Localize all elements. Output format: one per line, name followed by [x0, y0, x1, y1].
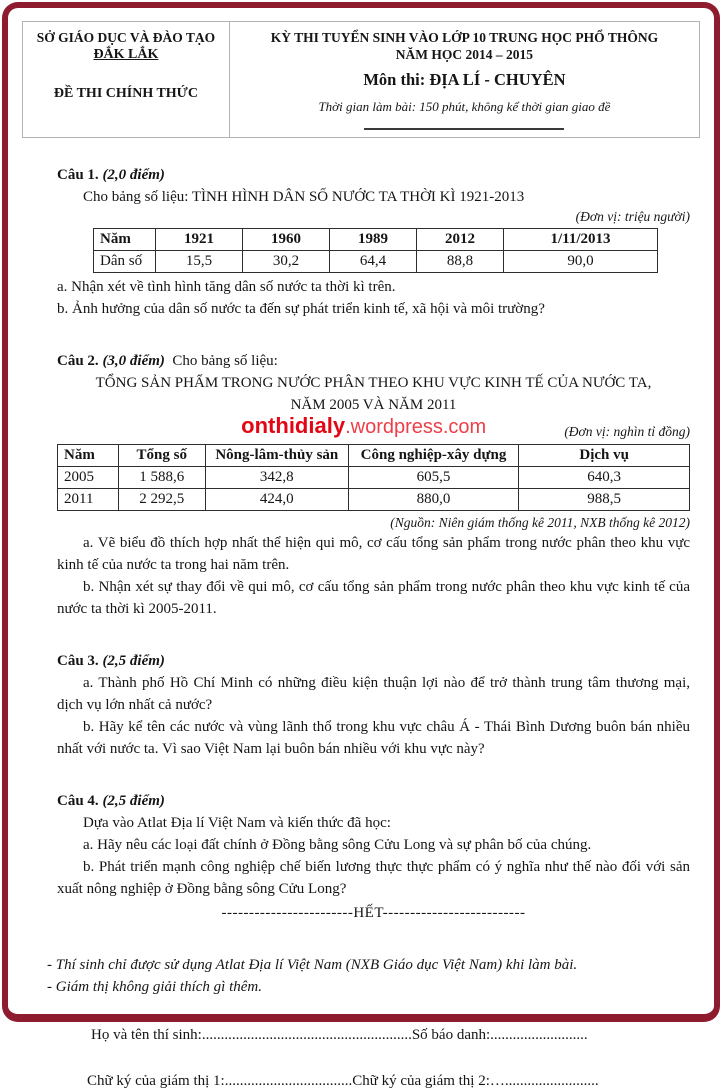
table-cell: 2011	[58, 489, 119, 511]
table-cell: 88,8	[417, 251, 504, 273]
question-2a: a. Vẽ biểu đồ thích hợp nhất thể hiện qui mô, cơ cấu tổng sản phẩm trong nước phân theo khu vực kinh tế của nước ta trong hai năm trên.	[57, 535, 690, 573]
table-header-cell: 1989	[330, 229, 417, 251]
question-3b: b. Hãy kể tên các nước và vùng lãnh thổ trong khu vực châu Á - Thái Bình Dương buôn bán nhiều nhất với nước ta. Vì sao Việt Nam lại buôn bán nhiều với khu vực này?	[57, 719, 690, 757]
table-2-title-line2: NĂM 2005 VÀ NĂM 2011	[290, 397, 457, 413]
end-of-exam-line: ------------------------HẾT--------------------------	[221, 905, 526, 921]
question-points: (2,5 điểm)	[102, 793, 165, 809]
question-2b: b. Nhận xét sự thay đổi về qui mô, cơ cấu tổng sản phẩm trong nước phân theo khu vực kinh tế của nước ta thời kì 2005-2011.	[57, 579, 690, 617]
table-header-row	[94, 229, 658, 251]
watermark-domain: .wordpress.com	[345, 416, 487, 438]
table-header-cell: 1/11/2013	[504, 229, 658, 251]
table-cell: Dân số	[94, 251, 156, 273]
question-number: Câu 3.	[57, 653, 99, 669]
table-header-cell: Công nghiệp-xây dựng	[348, 445, 519, 467]
exam-header	[22, 21, 700, 138]
candidate-name-line: Họ và tên thí sinh:........................................................Số báo danh:..........................	[91, 1027, 588, 1043]
watermark-site-name: onthidialy	[241, 413, 346, 438]
table-row	[58, 467, 690, 489]
table-cell: 90,0	[504, 251, 658, 273]
table-cell: 605,5	[348, 467, 519, 489]
table-cell: 880,0	[348, 489, 519, 511]
table-cell: 640,3	[519, 467, 690, 489]
question-2	[57, 350, 690, 620]
question-1a: a. Nhận xét về tình hình tăng dân số nước ta thời kì trên.	[57, 279, 396, 295]
table-cell: 1 588,6	[118, 467, 205, 489]
question-2-intro: Cho bảng số liệu:	[172, 353, 278, 369]
table-header-cell: Năm	[94, 229, 156, 251]
official-exam-label: ĐỀ THI CHÍNH THỨC	[53, 86, 198, 101]
question-number: Câu 2.	[57, 353, 99, 369]
watermark	[241, 415, 486, 440]
table-2-unit: (Đơn vị: nghìn tỉ đồng)	[564, 424, 690, 439]
question-2-heading	[57, 350, 690, 372]
header-left-column	[23, 22, 230, 137]
table-header-cell: 1921	[156, 229, 243, 251]
gdp-table	[57, 444, 690, 511]
proctor-signature-line: Chữ ký của giám thị 1:..................................Chữ ký của giám thị 2:….........................	[87, 1073, 599, 1089]
exam-title-line2: NĂM HỌC 2014 – 2015	[395, 47, 534, 62]
question-4	[57, 790, 690, 924]
table-header-cell: 1960	[243, 229, 330, 251]
subject-line: Môn thi: ĐỊA LÍ - CHUYÊN	[363, 70, 566, 89]
question-points: (2,5 điểm)	[102, 653, 165, 669]
exam-body	[8, 138, 714, 1092]
question-1-intro: Cho bảng số liệu: TÌNH HÌNH DÂN SỐ NƯỚC TA THỜI KÌ 1921-2013	[83, 189, 525, 205]
table-header-cell: Nông-lâm-thủy sản	[205, 445, 348, 467]
table-cell: 15,5	[156, 251, 243, 273]
table-header-cell: 2012	[417, 229, 504, 251]
question-number: Câu 1.	[57, 167, 99, 183]
question-points: (3,0 điểm)	[102, 353, 165, 369]
table-header-cell: Tổng số	[118, 445, 205, 467]
exam-notes	[47, 954, 690, 998]
question-3	[57, 650, 690, 760]
table-cell: 2005	[58, 467, 119, 489]
question-1b: b. Ảnh hưởng của dân số nước ta đến sự phát triển kinh tế, xã hội và môi trường?	[57, 301, 545, 317]
time-limit-line: Thời gian làm bài: 150 phút, không kể thời gian giao đề	[318, 99, 611, 114]
table-1-unit: (Đơn vị: triệu người)	[575, 209, 690, 224]
table-cell: 342,8	[205, 467, 348, 489]
question-1-heading	[57, 164, 690, 186]
question-4-intro: Dựa vào Atlat Địa lí Việt Nam và kiến thức đã học:	[83, 815, 391, 831]
question-4a: a. Hãy nêu các loại đất chính ở Đồng bằng sông Cửu Long và sự phân bố của chúng.	[83, 837, 592, 853]
population-table	[93, 228, 658, 273]
question-3a: a. Thành phố Hồ Chí Minh có những điều kiện thuận lợi nào để trở thành trung tâm thương mại, dịch vụ lớn nhất cả nước?	[57, 675, 690, 713]
note-atlas: - Thí sinh chỉ được sử dụng Atlat Địa lí Việt Nam (NXB Giáo dục Việt Nam) khi làm bài.	[47, 957, 578, 973]
table-cell: 988,5	[519, 489, 690, 511]
question-1	[57, 164, 690, 320]
question-4-heading	[57, 790, 690, 812]
question-4b: b. Phát triển mạnh công nghiệp chế biến lương thực thực phẩm có ý nghĩa như thế nào đối với sản xuất nông nghiệp ở Đồng bằng sông Cửu Long?	[57, 859, 690, 897]
header-divider-rule	[364, 128, 564, 130]
table-2-source: (Nguồn: Niên giám thống kê 2011, NXB thống kê 2012)	[390, 515, 690, 530]
table-cell: 424,0	[205, 489, 348, 511]
note-proctor: - Giám thị không giải thích gì thêm.	[47, 979, 262, 995]
department-name: SỞ GIÁO DỤC VÀ ĐÀO TẠO	[36, 30, 216, 45]
table-header-cell: Dịch vụ	[519, 445, 690, 467]
table-row	[58, 489, 690, 511]
province-name: ĐẮK LẮK	[93, 47, 159, 62]
table-header-row	[58, 445, 690, 467]
question-points: (2,0 điểm)	[102, 167, 165, 183]
page-frame	[2, 2, 720, 1089]
table-cell: 30,2	[243, 251, 330, 273]
header-right-column	[230, 22, 699, 137]
watermark-row	[57, 413, 690, 443]
table-row	[94, 251, 658, 273]
table-cell: 2 292,5	[118, 489, 205, 511]
question-3-heading	[57, 650, 690, 672]
exam-title-line1: KỲ THI TUYỂN SINH VÀO LỚP 10 TRUNG HỌC PHỔ THÔNG	[270, 30, 659, 45]
table-cell: 64,4	[330, 251, 417, 273]
table-2-title-line1: TỔNG SẢN PHẨM TRONG NƯỚC PHÂN THEO KHU VỰC KINH TẾ CỦA NƯỚC TA,	[95, 375, 652, 391]
question-number: Câu 4.	[57, 793, 99, 809]
table-header-cell: Năm	[58, 445, 119, 467]
